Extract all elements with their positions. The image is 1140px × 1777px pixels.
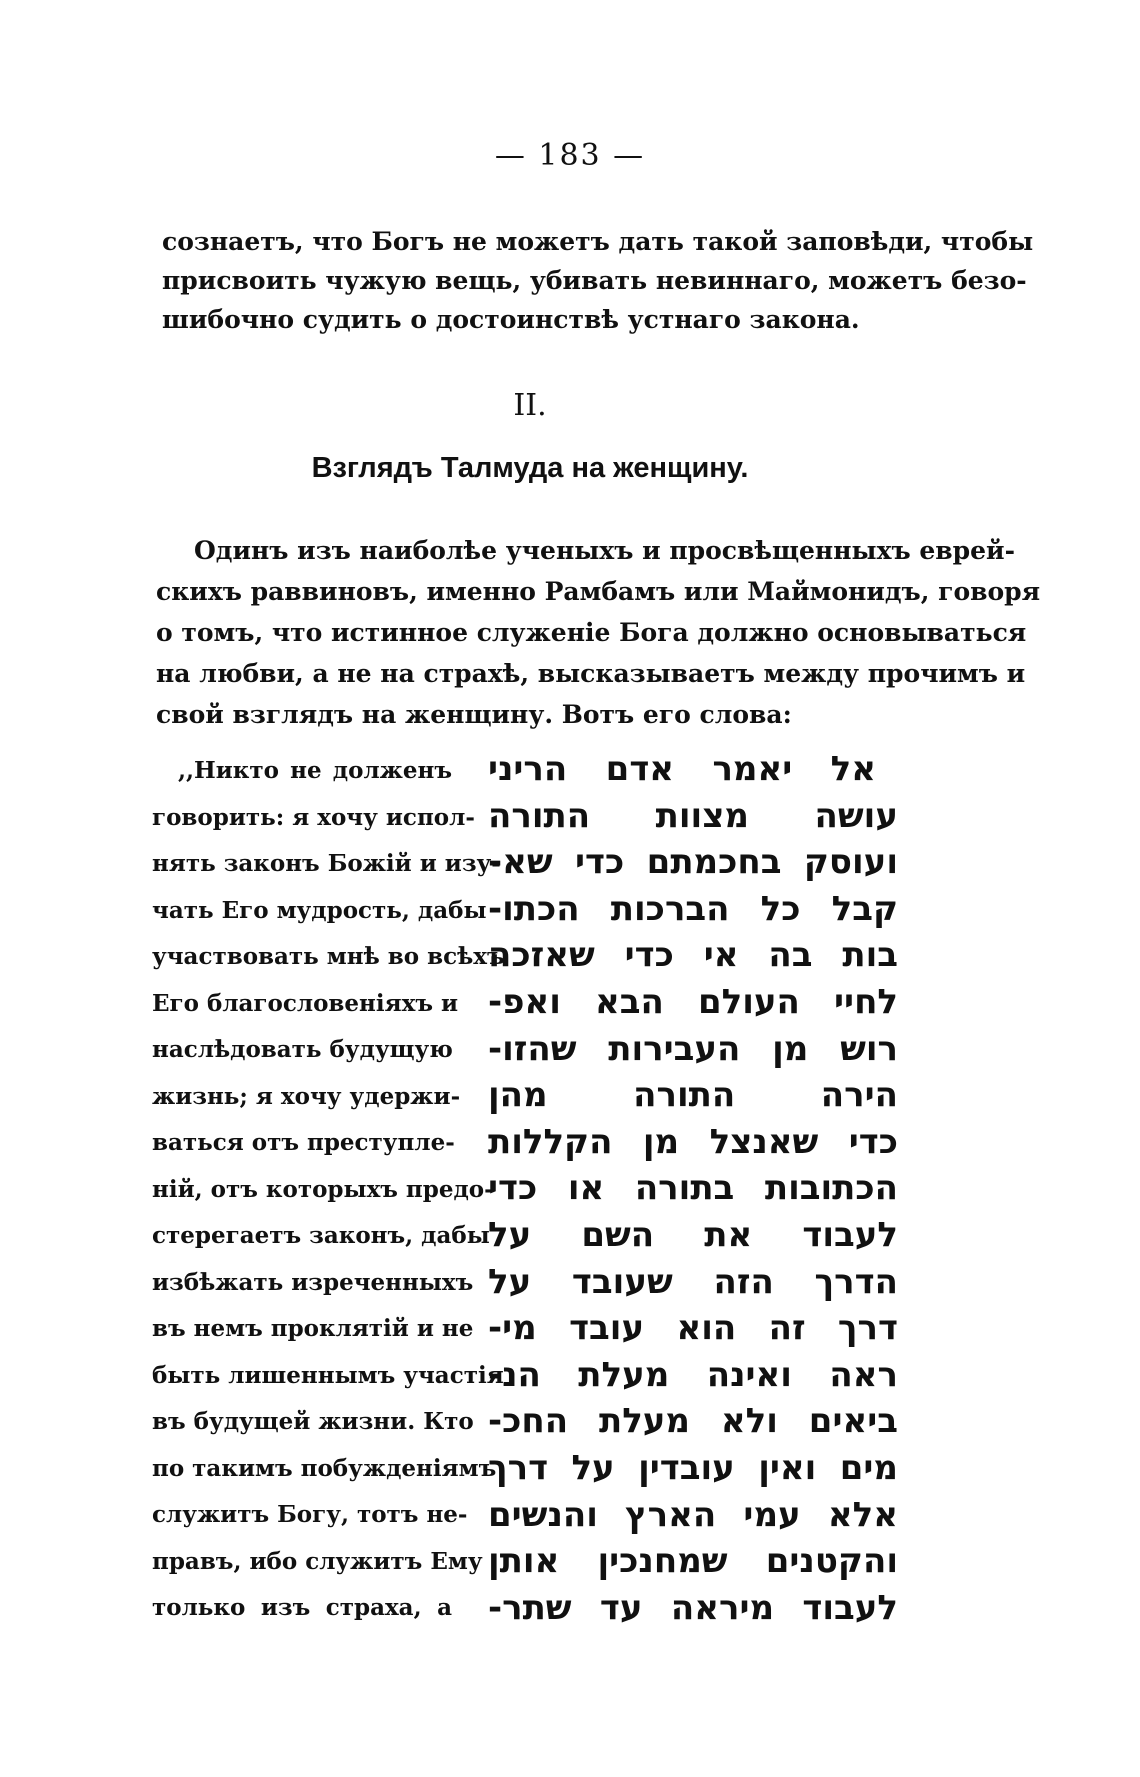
text-line: стерегаетъ законъ, дабы <box>152 1222 490 1249</box>
hebrew-line: דרך זה הוא עובד מי- <box>488 1308 898 1349</box>
text-line: говорить: я хочу испол- <box>152 803 475 831</box>
text-line: ваться отъ преступле- <box>152 1129 455 1156</box>
text-line: по такимъ побужденіямъ <box>152 1454 497 1482</box>
hebrew-line: מים ואין עובדין על דרך <box>488 1447 898 1488</box>
hebrew-line: כדי שאנצל מן הקללות <box>488 1121 898 1162</box>
text-line: о томъ, что истинное служеніе Бога должно основываться <box>156 618 1027 647</box>
text-line: сознаетъ, что Богъ не можетъ дать такой заповѣди, чтобы <box>162 227 1034 256</box>
page-number: — 183 — <box>494 138 646 173</box>
hebrew-line: לעבוד את השם על <box>488 1214 898 1255</box>
hebrew-line: עושה מצוות התורה <box>488 795 898 836</box>
hebrew-line: אלא עמי הארץ והנשים <box>488 1494 898 1535</box>
text-line: жизнь; я хочу удержи- <box>152 1082 461 1110</box>
text-line: свой взглядъ на женщину. Вотъ его слова: <box>156 700 792 729</box>
hebrew-line: לעבוד מיראה עד שתר- <box>488 1587 898 1628</box>
text-line: избѣжать изреченныхъ <box>152 1268 474 1296</box>
body-paragraph <box>156 530 1041 735</box>
hebrew-line: בות בה אי כדי שאזכה <box>488 935 898 976</box>
hebrew-original-column <box>488 746 898 1631</box>
hebrew-line: הירה התורה מהן <box>488 1075 898 1116</box>
text-line: скихъ раввиновъ, именно Рамбамъ или Маймонидъ, говоря <box>156 577 1041 606</box>
text-line: Одинъ изъ наиболѣе ученыхъ и просвѣщенныхъ еврей- <box>194 536 1015 565</box>
hebrew-line: ועוסק בחכמתם כדי שא- <box>488 842 898 883</box>
intro-paragraph <box>162 222 1034 339</box>
text-line: служитъ Богу, тотъ не- <box>152 1501 468 1528</box>
text-line: правъ, ибо служитъ Ему <box>152 1547 483 1575</box>
text-line: на любви, а не на страхѣ, высказываетъ между прочимъ и <box>156 659 1026 688</box>
hebrew-line: הכתובות בתורה או כדי <box>488 1168 898 1209</box>
section-title: Взглядъ Талмуда на женщину. <box>311 452 749 484</box>
hebrew-line: והקטנים שמחנכין אותן <box>488 1541 898 1582</box>
hebrew-line: ראה ואינה מעלת הנ- <box>488 1354 898 1395</box>
text-line: присвоить чужую вещь, убивать невиннаго, можетъ безо- <box>162 266 1027 295</box>
hebrew-line: הדרך הזה שעובד על <box>488 1261 898 1302</box>
hebrew-line: לחיי העולם הבא ואפ- <box>488 981 898 1022</box>
russian-translation-column <box>152 748 505 1632</box>
text-line: ній, отъ которыхъ предо- <box>152 1175 494 1203</box>
text-line: шибочно судить о достоинствѣ устнаго закона. <box>162 305 860 334</box>
hebrew-line: ביאים ולא מעלת החכ- <box>488 1401 898 1442</box>
hebrew-line: אל יאמר אדם הריני <box>488 749 876 789</box>
text-line: быть лишеннымъ участія <box>152 1361 504 1389</box>
hebrew-line: רוש מן העבירות שהזו- <box>488 1028 898 1069</box>
text-line: наслѣдовать будущую <box>152 1036 453 1063</box>
text-line: Его благословеніяхъ и <box>152 989 459 1017</box>
text-line: чать Его мудрость, дабы <box>152 896 487 924</box>
text-line: нять законъ Божій и изу- <box>152 850 501 877</box>
text-line: въ немъ проклятій и не <box>152 1315 474 1342</box>
hebrew-line: קבל כל הברכות הכתו- <box>488 888 898 929</box>
text-line: только изъ страха, а <box>152 1594 452 1621</box>
text-line: участвовать мнѣ во всѣхъ <box>152 943 505 970</box>
section-number: II. <box>513 388 547 423</box>
text-line: въ будущей жизни. Кто <box>152 1408 474 1435</box>
text-line: ,,Никто не долженъ <box>178 757 452 784</box>
